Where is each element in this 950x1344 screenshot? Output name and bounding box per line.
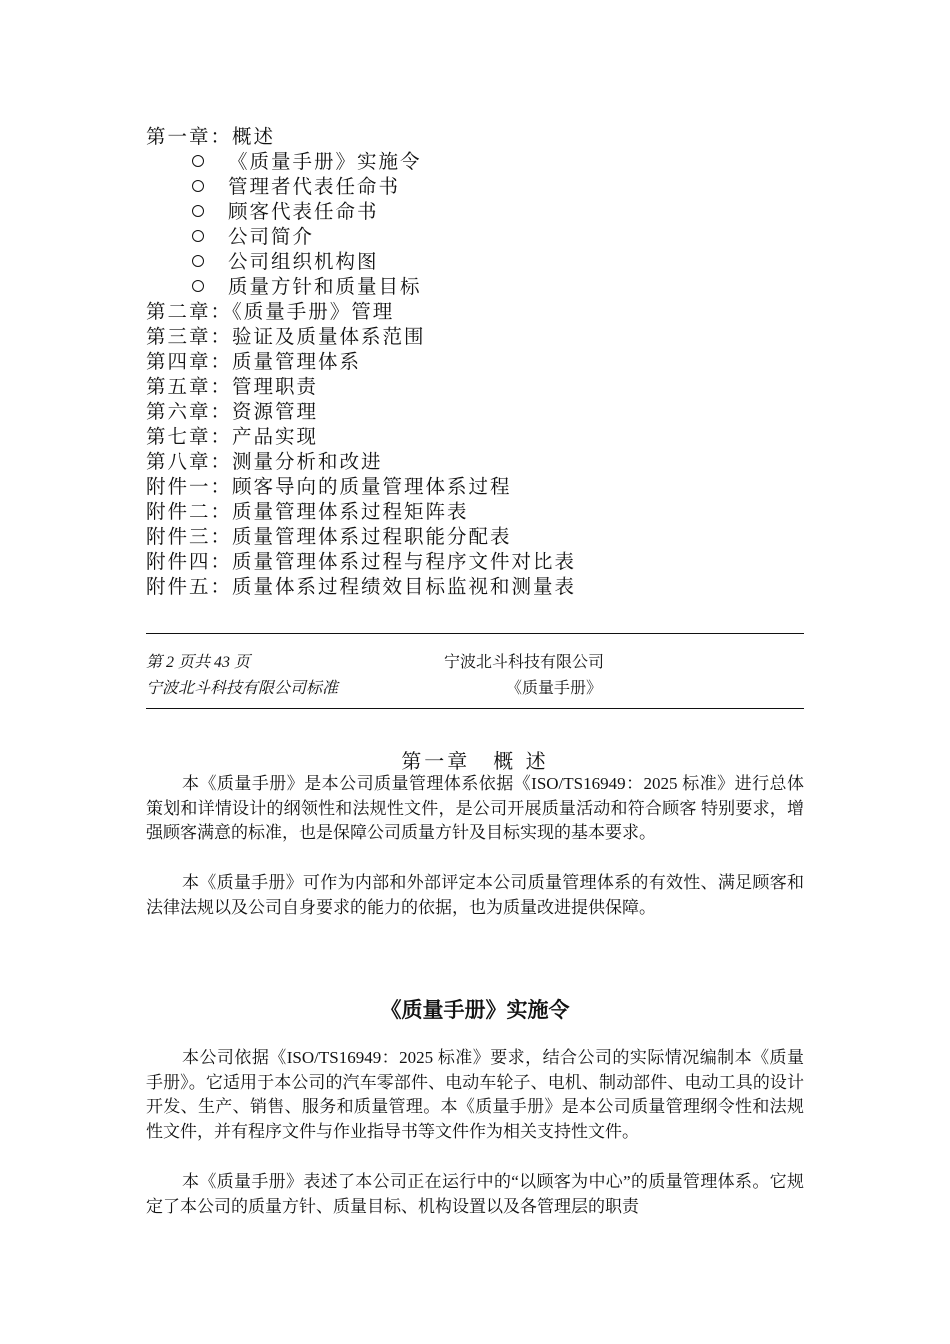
company-name: 宁波北斗科技有限公司: [444, 654, 605, 671]
toc-subitem: 《质量手册》实施令: [146, 149, 806, 174]
circle-bullet-icon: [192, 230, 204, 242]
page-number-info: 第 2 页共 43 页: [146, 654, 251, 671]
chapter-title: 第一章 概 述: [401, 749, 549, 773]
order-paragraph: 本公司依据《ISO/TS16949：2025 标准》要求，结合公司的实际情况编制本《质量手册》。它适用于本公司的汽车零部件、电动车轮子、电机、制动部件、电动工具的设计开发、生产、销售、服务和质量管理。本《质量手册》是本公司质量管理纲令性和法规性文件，并有程序文件与作业指导书等文件作为相关支持性文件。: [146, 1048, 804, 1141]
toc-item: 附件五：质量体系过程绩效目标监视和测量表: [146, 575, 577, 598]
toc-subitem: 质量方针和质量目标: [146, 274, 806, 299]
toc-subitem: 公司简介: [146, 224, 806, 249]
toc-item: 第二章：《质量手册》管理: [146, 300, 395, 323]
circle-bullet-icon: [192, 155, 204, 167]
circle-bullet-icon: [192, 280, 204, 292]
toc-item: 第四章：质量管理体系: [146, 350, 362, 373]
toc-item: 附件四：质量管理体系过程与程序文件对比表: [146, 550, 577, 573]
order-paragraph: 本《质量手册》表述了本公司正在运行中的“以顾客为中心”的质量管理体系。它规定了本公司的质量方针、质量目标、机构设置以及各管理层的职责: [146, 1172, 804, 1216]
chapter-paragraph: 本《质量手册》是本公司质量管理体系依据《ISO/TS16949：2025 标准》进行总体策划和详情设计的纲领性和法规性文件，是公司开展质量活动和符合顾客 特别要求，增强顾客满意的标准，也是保障公司质量方针及目标实现的基本要求。: [146, 774, 804, 842]
toc-item: 附件一：顾客导向的质量管理体系过程: [146, 475, 512, 498]
toc-item: 第五章：管理职责: [146, 375, 319, 398]
section-title: 《质量手册》实施令: [380, 998, 570, 1022]
company-standard: 宁波北斗科技有限公司标准: [146, 680, 339, 697]
circle-bullet-icon: [192, 205, 204, 217]
circle-bullet-icon: [192, 255, 204, 267]
toc-item: 附件二：质量管理体系过程矩阵表: [146, 500, 469, 523]
toc-item: 第八章：测量分析和改进: [146, 450, 383, 473]
table-of-contents: [146, 124, 806, 599]
toc-item: 第一章：概述: [146, 125, 276, 148]
header-bottom-rule: [146, 708, 804, 709]
toc-item: 第六章：资源管理: [146, 400, 319, 423]
toc-subitem: 管理者代表任命书: [146, 174, 806, 199]
toc-subitem: 公司组织机构图: [146, 249, 806, 274]
toc-item: 第三章：验证及质量体系范围: [146, 325, 426, 348]
document-title: 《质量手册》: [506, 680, 603, 697]
toc-subitem: 顾客代表任命书: [146, 199, 806, 224]
toc-item: 附件三：质量管理体系过程职能分配表: [146, 525, 512, 548]
chapter-paragraph: 本《质量手册》可作为内部和外部评定本公司质量管理体系的有效性、满足顾客和法律法规以及公司自身要求的能力的依据，也为质量改进提供保障。: [146, 873, 804, 917]
circle-bullet-icon: [192, 180, 204, 192]
toc-item: 第七章：产品实现: [146, 425, 319, 448]
header-top-rule: [146, 633, 804, 634]
